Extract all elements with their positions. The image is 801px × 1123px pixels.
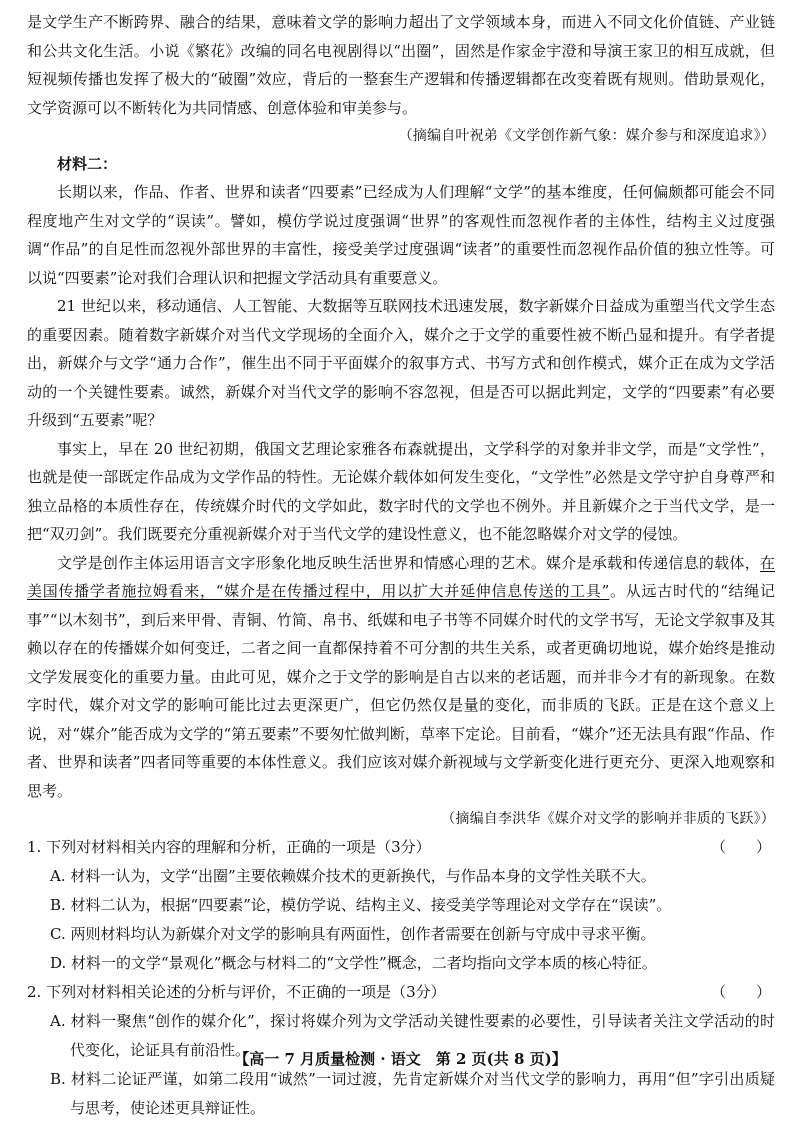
- question-2-option-b: B. 材料二论证严谨，如第二段用“诚然”一词过渡，先肯定新媒介对当代文学的影响力，再用“但”字引出质疑与思考，使论述更具辩证性。: [50, 1070, 775, 1117]
- material2-paragraph-1: 长期以来，作品、作者、世界和读者“四要素”已经成为人们理解“文学”的基本维度，任何偏颇都可能会不同程度地产生对文学的“误读”。譬如，模仿学说过度强调“世界”的客观性而忽视作者的主体性，结构主义过度强调“作品”的自足性而忽视外部世界的丰富性，接受美学过度强调“读者”的重要性而忽视作品价值的独立性等。可以说“四要素”论对我们合理认识和把握文学活动具有重要意义。: [27, 183, 775, 287]
- paragraph-4-text-b: 。从远古时代的“结绳记事”“以木刻书”，到后来甲骨、青铜、竹简、帛书、纸媒和电子书等不同媒介时代的文学书写，无论文学叙事及其赖以存在的传播媒介如何变迁，二者之间一直都保持着不可分割的共生关系，或者更确切地说，媒介始终是推动文学发展变化的重要力量。由此可见，媒介之于文学的影响是自古以来的老话题，而并非今才有的新现象。在数字时代，媒介对文学的影响可能比过去更深更广，但它仍然仅是量的变化，而非质的飞跃。正是在这个意义上说，对“媒介”能否成为文学的“第五要素”不要匆忙做判断，草率下定论。目前看，“媒介”还无法具有跟“作品、作者、世界和读者”四者同等重要的本体性意义。我们应该对媒介新视域与文学新变化进行更充分、更深入地观察和思考。: [27, 582, 775, 800]
- question-2-stem: [27, 978, 775, 1007]
- question-1-stem: [27, 833, 775, 862]
- material2-paragraph-3: 事实上，早在 20 世纪初期，俄国文艺理论家雅各布森就提出，文学科学的对象并非文学，而是“文学性”，也就是使一部既定作品成为文学作品的特性。无论媒介载体如何发生变化，“文学性”必然是文学守护自身尊严和独立品格的本质性存在，传统媒介时代的文学如此，数字时代的文学也不例外。并且新媒介之于当代文学，是一把“双刃剑”。我们既要充分重视新媒介对于当代文学的建设性意义，也不能忽略媒介对文学的侵蚀。: [27, 439, 775, 543]
- page-footer: 【高一 7 月质量检测 · 语文 第 2 页(共 8 页)】: [234, 1050, 567, 1068]
- underlined-quote: 在美国传播学者施拉姆看来，“媒介是在传播过程中，用以扩大并延伸信息传送的工具”: [27, 553, 775, 600]
- material2-paragraph-2: 21 世纪以来，移动通信、人工智能、大数据等互联网技术迅速发展，数字新媒介日益成为重塑当代文学生态的重要因素。随着数字新媒介对当代文学现场的全面介入，媒介之于文学的重要性被不断凸显和提升。有学者提出，新媒介与文学“通力合作”，催生出不同于平面媒介的叙事方式、书写方式和创作模式，媒介正在成为文学活动的一个关键性要素。诚然，新媒介对当代文学的影响不容忽视，但是否可以据此判定，文学的“四要素”有必要升级到“五要素”呢？: [27, 297, 775, 429]
- material2-source: （摘编自李洪华《媒介对文学的影响并非质的飞跃》）: [441, 811, 775, 827]
- material1-source: （摘编自叶祝弟《文学创作新气象：媒介参与和深度追求》）: [398, 128, 775, 144]
- material2-heading: 材料二：: [57, 155, 118, 173]
- question-2-option-a: A. 材料一聚焦“创作的媒介化”，探讨将媒介列为文学活动关键性要素的必要性，引导读者关注文学活动的时代变化，论证具有前沿性。: [50, 1012, 775, 1059]
- question-2-answer-blank[interactable]: （ ）: [710, 983, 771, 1001]
- question-1-option-c: C. 两则材料均认为新媒介对文学的影响具有两面性，创作者需要在创新与守成中寻求平衡。: [50, 925, 656, 943]
- question-1-option-b: B. 材料二认为，根据“四要素”论，模仿学说、结构主义、接受美学等理论对文学存在“误读”。: [50, 896, 672, 914]
- question-1-text: 1. 下列对材料相关内容的理解和分析，正确的一项是（3分）: [27, 838, 431, 856]
- paragraph-4-text-a: 文学是创作主体运用语言文字形象化地反映生活世界和情感心理的艺术。媒介是承载和传递信息的载体，: [57, 553, 760, 572]
- question-1-option-a: A. 材料一认为，文学“出圈”主要依赖媒介技术的更新换代，与作品本身的文学性关联不大。: [50, 867, 656, 885]
- question-1-answer-blank[interactable]: （ ）: [710, 838, 771, 856]
- question-2-text: 2. 下列对材料相关论述的分析与评价，不正确的一项是（3分）: [27, 983, 446, 1001]
- material2-paragraph-4: [27, 549, 775, 806]
- material1-tail-paragraph: 是文学生产不断跨界、融合的结果，意味着文学的影响力超出了文学领域本身，而进入不同文化价值链、产业链和公共文化生活。小说《繁花》改编的同名电视剧得以“出圈”，固然是作家金宇澄和导演王家卫的相互成就，但短视频传播也发挥了极大的“破圈”效应，背后的一整套生产逻辑和传播逻辑都在改变着既有规则。借助景观化，文学资源可以不断转化为共同情感、创意体验和审美参与。: [27, 13, 775, 117]
- question-1-option-d: D. 材料一的文学“景观化”概念与材料二的“文学性”概念，二者均指向文学本质的核心特征。: [50, 954, 657, 972]
